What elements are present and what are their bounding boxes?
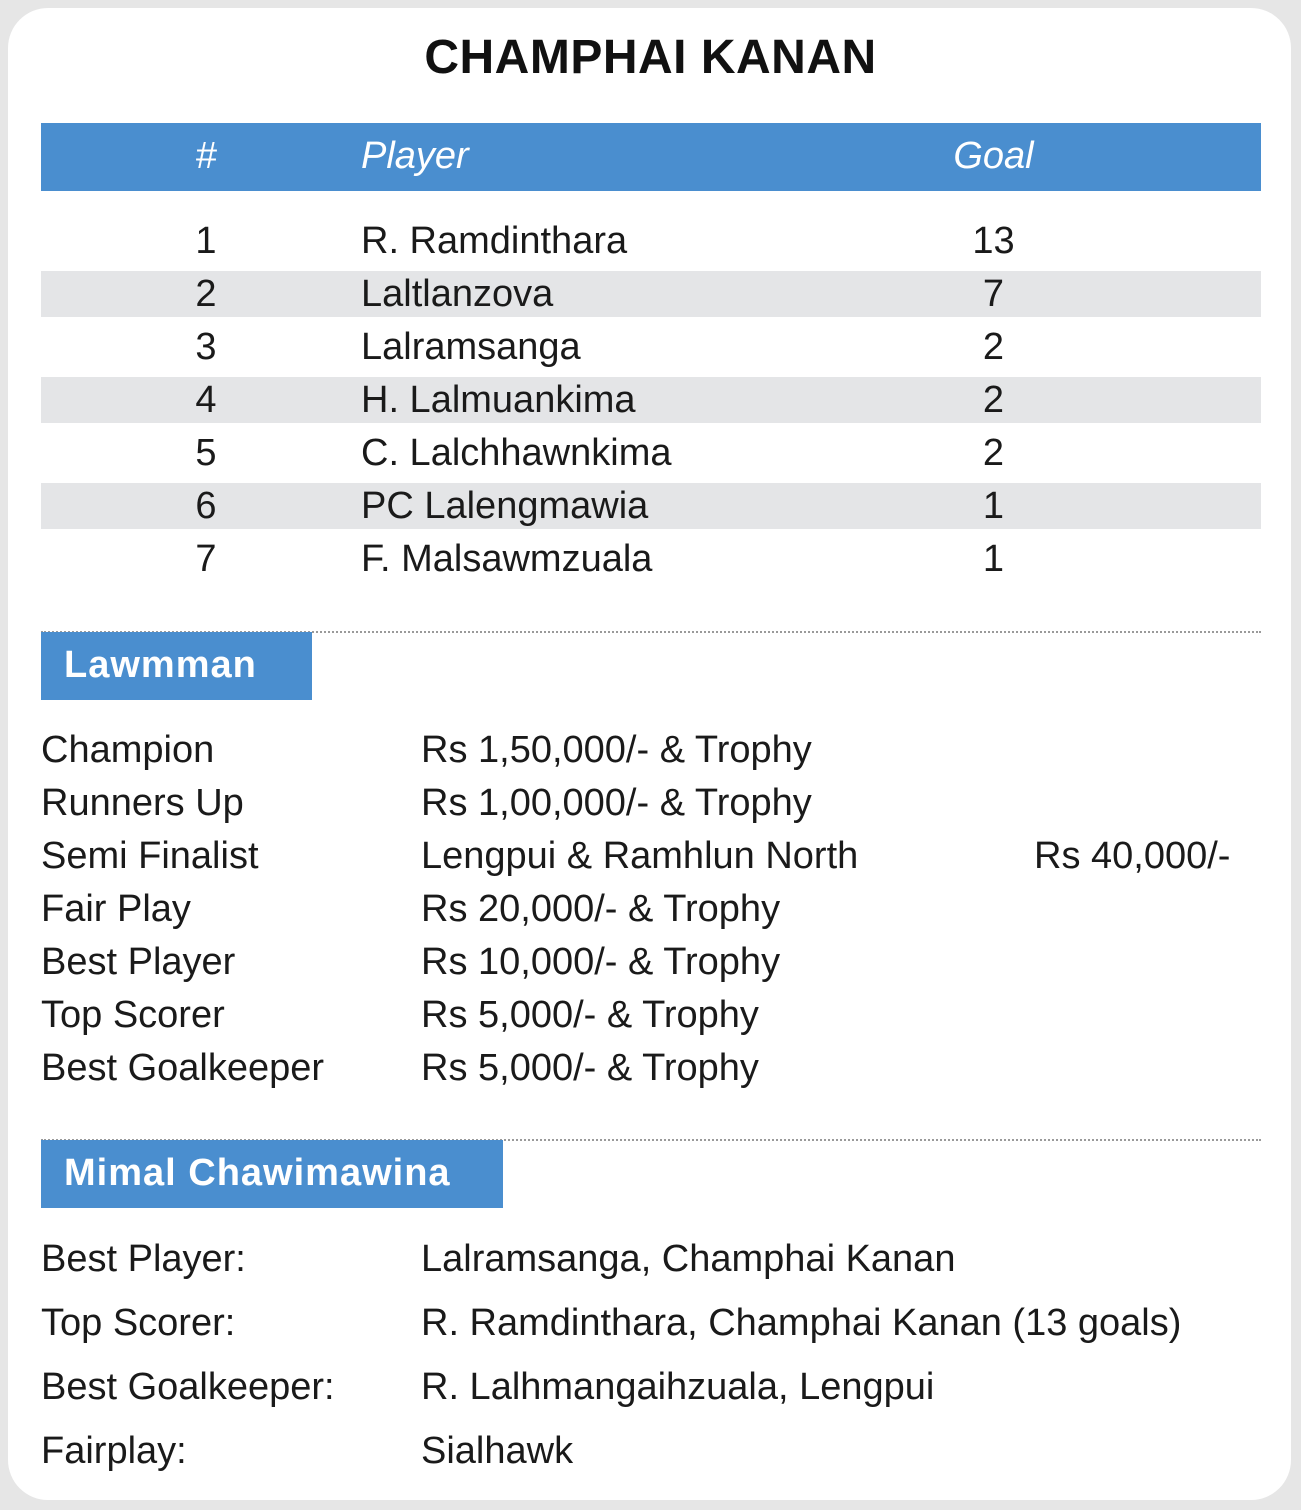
mimal-heading: Mimal Chawimawina [41,1140,503,1208]
prize-extra: Rs 40,000/- [1034,835,1231,877]
table-row [41,430,1261,476]
row-goal: 1 [982,538,1005,580]
prize-line [41,778,1261,828]
row-num: 6 [195,485,217,527]
prize-line [41,725,1261,775]
award-line [41,1362,1261,1412]
award-line [41,1426,1261,1476]
award-line [41,1298,1261,1348]
prize-label: Runners Up [41,782,244,824]
prize-label: Champion [41,729,215,771]
award-label: Top Scorer: [41,1302,236,1344]
prize-line [41,1043,1261,1093]
prize-value: Lengpui & Ramhlun North [421,835,859,877]
row-num: 1 [195,220,217,262]
prize-label: Semi Finalist [41,835,259,877]
prize-label: Best Goalkeeper [41,1047,325,1089]
award-value: R. Lalhmangaihzuala, Lengpui [421,1366,935,1408]
row-player: R. Ramdinthara [361,220,628,262]
prize-label: Best Player [41,941,236,983]
prize-value: Rs 10,000/- & Trophy [421,941,781,983]
row-goal: 2 [982,326,1005,368]
row-num: 7 [195,538,217,580]
page-title: CHAMPHAI KANAN [424,31,877,84]
row-player: H. Lalmuankima [361,379,636,421]
award-label: Best Player: [41,1238,246,1280]
table-header [41,123,1261,191]
row-goal: 2 [982,432,1005,474]
prize-value: Rs 5,000/- & Trophy [421,1047,759,1089]
row-goal: 13 [972,220,1015,262]
row-player: C. Lalchhawnkima [361,432,672,474]
header-num: # [195,135,217,177]
award-label: Fairplay: [41,1430,187,1472]
table-row [41,483,1261,529]
table-row [41,218,1261,264]
prize-line [41,937,1261,987]
prize-label: Top Scorer [41,994,225,1036]
row-player: Laltlanzova [361,273,554,315]
prize-value: Rs 5,000/- & Trophy [421,994,759,1036]
row-num: 5 [195,432,217,474]
table-row [41,377,1261,423]
row-player: PC Lalengmawia [361,485,649,527]
row-goal: 1 [982,485,1005,527]
award-label: Best Goalkeeper: [41,1366,335,1408]
award-value: Sialhawk [421,1430,574,1472]
prize-value: Rs 1,50,000/- & Trophy [421,729,812,771]
row-player: F. Malsawmzuala [361,538,653,580]
row-goal: 7 [982,273,1005,315]
award-value: R. Ramdinthara, Champhai Kanan (13 goals) [421,1302,1182,1344]
table-row [41,536,1261,582]
prize-value: Rs 1,00,000/- & Trophy [421,782,812,824]
award-value: Lalramsanga, Champhai Kanan [421,1238,956,1280]
prize-value: Rs 20,000/- & Trophy [421,888,781,930]
row-player: Lalramsanga [361,326,581,368]
row-num: 2 [195,273,217,315]
lawmman-heading: Lawmman [41,632,312,700]
row-goal: 2 [982,379,1005,421]
prize-label: Fair Play [41,888,191,930]
row-num: 3 [195,326,217,368]
prize-line [41,990,1261,1040]
row-num: 4 [195,379,217,421]
table-row [41,271,1261,317]
header-player: Player [361,135,469,177]
award-line [41,1234,1261,1284]
table-row [41,324,1261,370]
prize-line [41,884,1261,934]
header-goal: Goal [953,135,1034,177]
prize-line [41,831,1261,881]
